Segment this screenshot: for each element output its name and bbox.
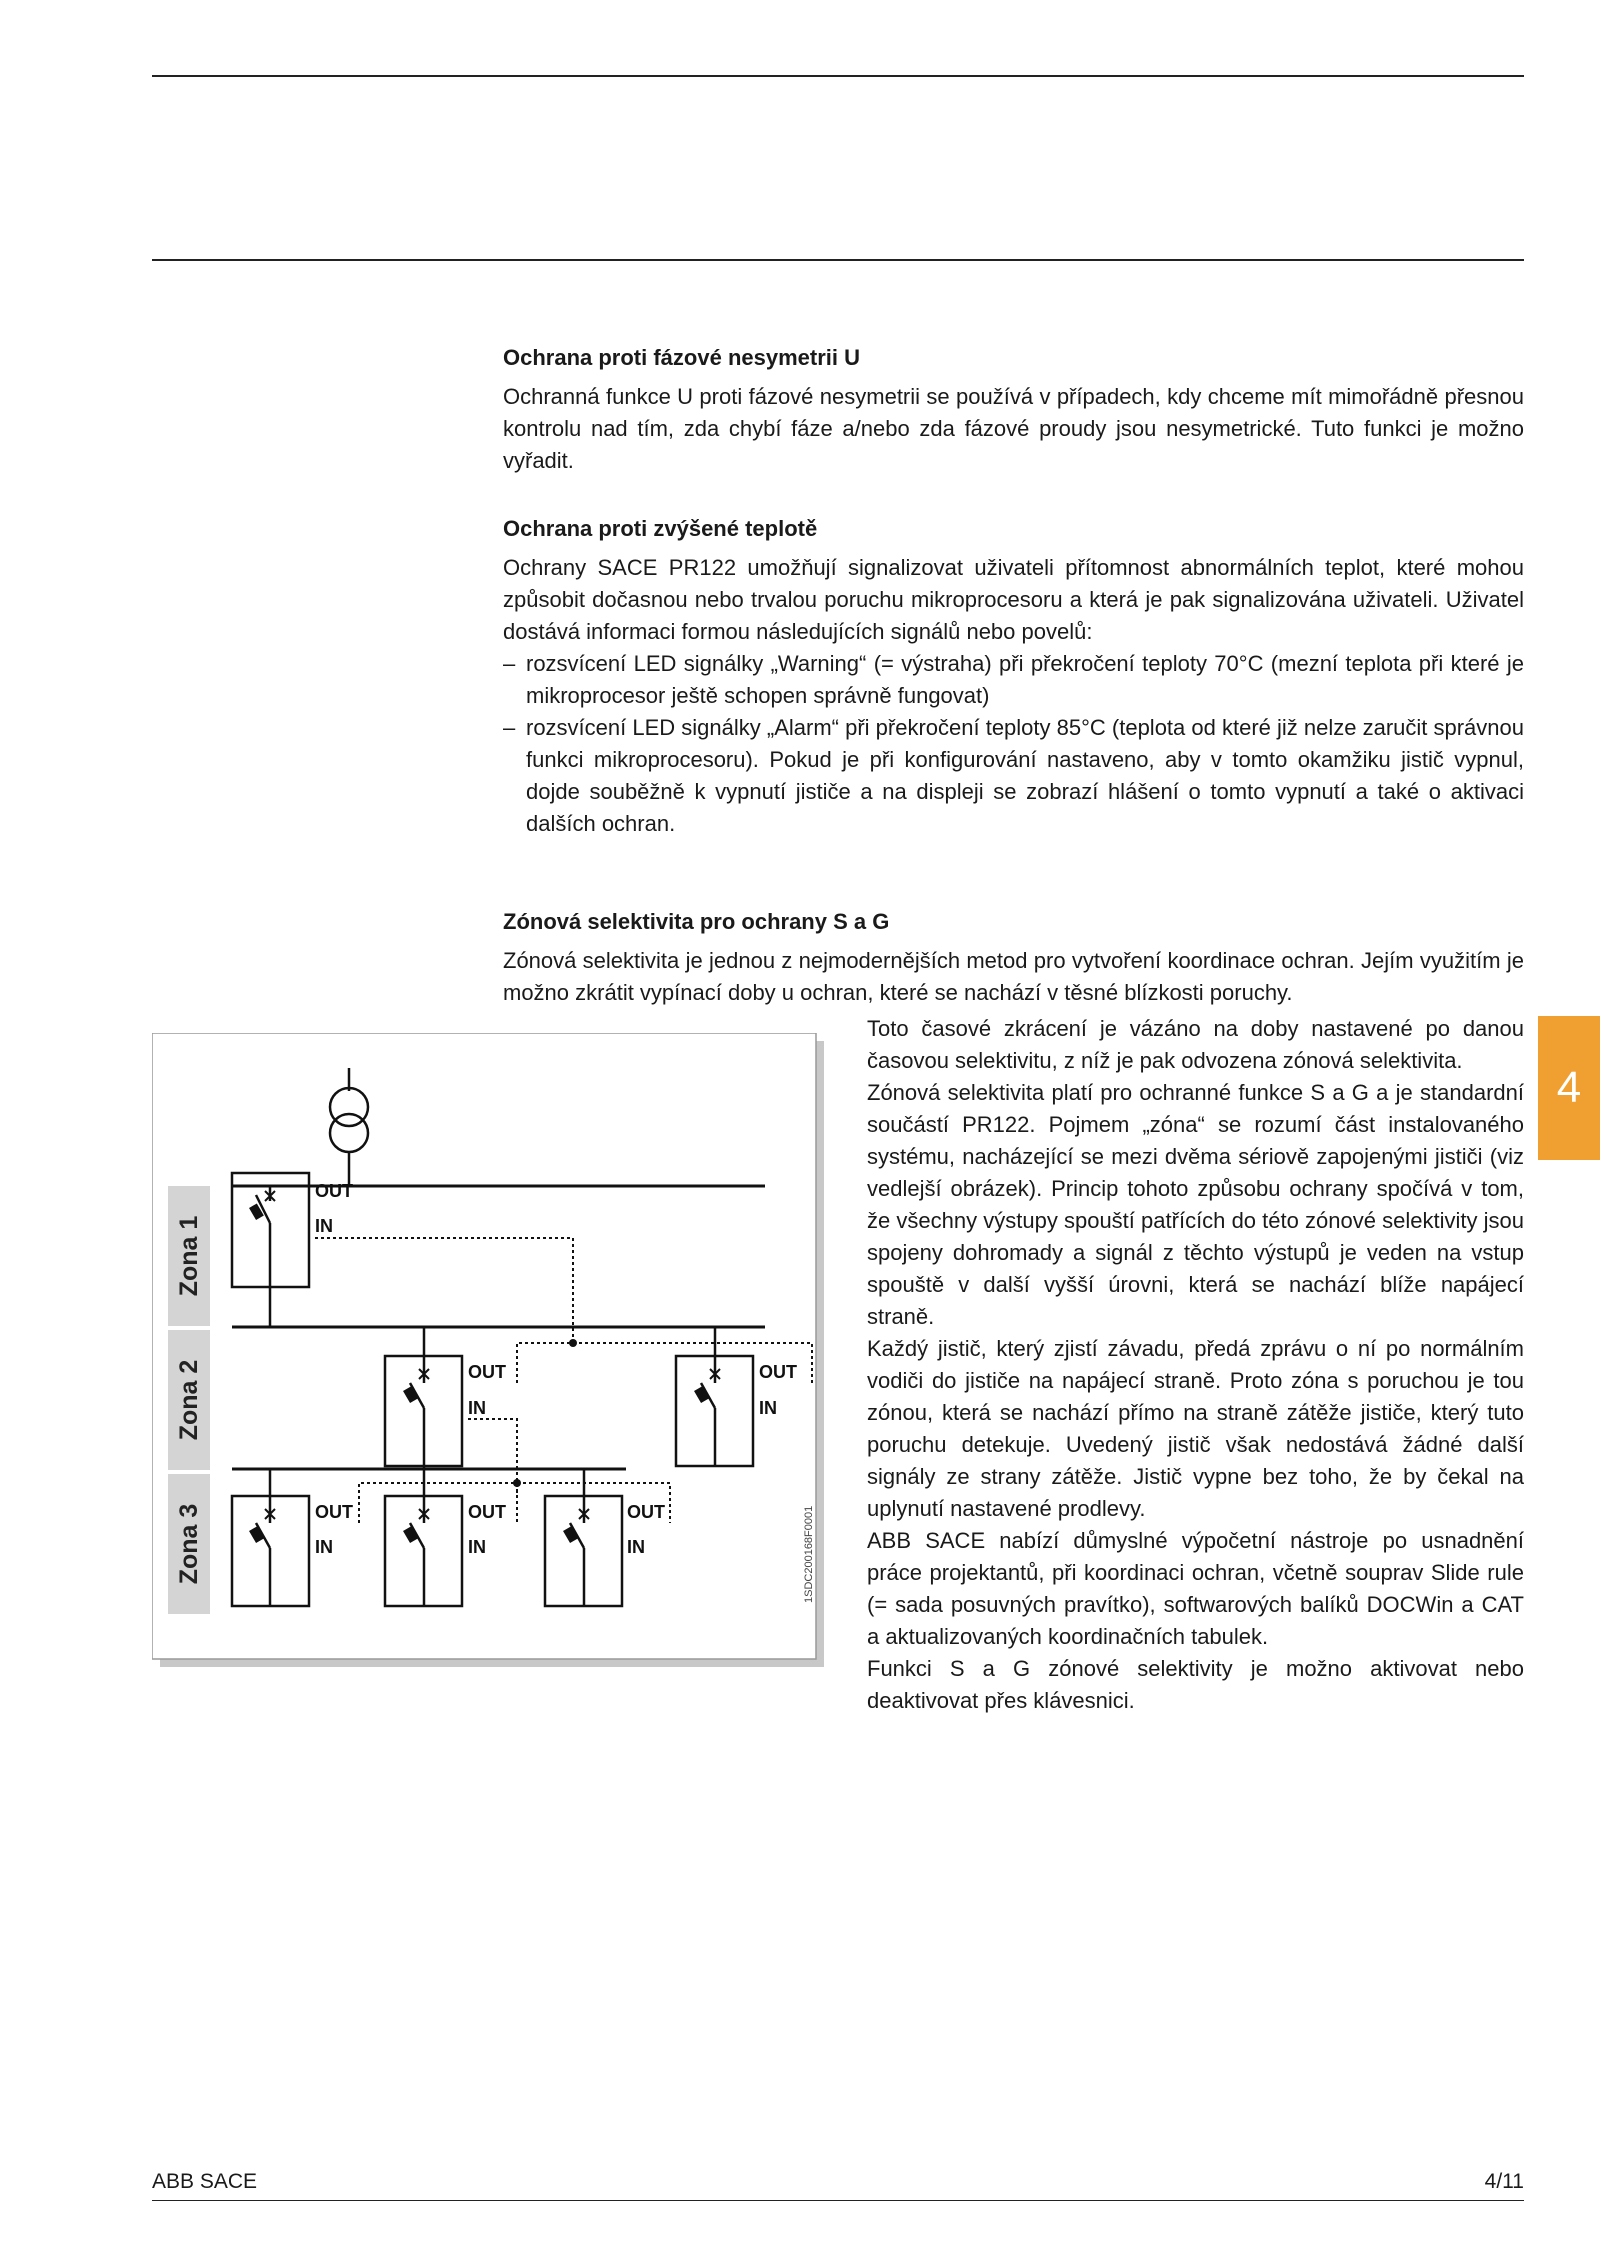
paragraph: Toto časové zkrácení je vázáno na doby nastavené po danou časovou selektivitu, z níž je pak odvozena zónová selektivita. — [867, 1016, 1524, 1073]
footer-rule — [152, 2200, 1524, 2201]
zone-label-3: Zona 3 — [175, 1503, 203, 1585]
zone-label-2: Zona 2 — [175, 1359, 203, 1441]
figure-frame — [152, 1033, 816, 1659]
out-label: OUT — [759, 1362, 797, 1382]
paragraph: ABB SACE nabízí důmyslné výpočetní nástroje po usnadnění práce projektantů, při koordinaci ochran, včetně souprav Slide rule (= sada posuvných pravítko), softwarových balíků DOCWin a CAT a aktualizovaných koordinačních tabulek. — [867, 1528, 1524, 1649]
in-label: IN — [627, 1537, 645, 1557]
in-label: IN — [468, 1398, 486, 1418]
page-number: 4/11 — [1484, 2170, 1524, 2193]
out-label: OUT — [468, 1362, 506, 1382]
list-item: – rozsvícení LED signálky „Alarm“ při překročení teploty 85°C (teplota od které již nelze zaručit správnou funkci mikroprocesoru). Pokud je při konfigurování nastaveno, aby v tomto okamžiku jistič vypnul, dojde souběžně k vypnutí jističe a na displeji se zobrazí hlášení o tomto vypnutí a také o aktivaci dalších ochran. — [503, 712, 1524, 840]
section-phase-unbalance — [503, 342, 1524, 477]
section-intro: Zónová selektivita je jednou z nejmodernějších metod pro vytvoření koordinace ochran. Jejím využitím je možno zkrátit vypínací doby u ochran, které se nachází v těsné blízkosti poruchy. — [503, 948, 1524, 1005]
dash-mark: – — [503, 715, 516, 740]
wiring-diagram — [152, 1033, 824, 1667]
section-heading: Ochrana proti zvýšené teplotě — [503, 516, 818, 541]
in-label: IN — [759, 1398, 777, 1418]
section-zone-selectivity — [503, 906, 1524, 1009]
out-label: OUT — [315, 1502, 353, 1522]
section-heading: Ochrana proti fázové nesymetrii U — [503, 345, 860, 370]
header-rule-bottom — [152, 259, 1524, 261]
footer-brand: ABB SACE — [152, 2170, 258, 2193]
zone-label-1: Zona 1 — [175, 1215, 203, 1297]
junction-dot — [513, 1479, 521, 1487]
paragraph: Funkci S a G zónové selektivity je možno aktivovat nebo deaktivovat přes klávesnici. — [867, 1656, 1524, 1713]
signal-list — [503, 648, 1524, 840]
header-rule-top — [152, 75, 1524, 77]
out-label: OUT — [468, 1502, 506, 1522]
zone-side-column — [867, 1013, 1524, 1717]
dash-mark: – — [503, 651, 516, 676]
section-body: Ochranná funkce U proti fázové nesymetrii se používá v případech, kdy chceme mít mimořádně přesnou kontrolu nad tím, zda chybí fáze a/nebo zda fázové proudy jsou nesymetrické. Tuto funkci je možno vyřadit. — [503, 384, 1524, 473]
section-body: Ochrany SACE PR122 umožňují signalizovat uživateli přítomnost abnormálních teplot, které mohou způsobit dočasnou nebo trvalou poruchu mikroprocesoru a která je pak signalizována uživateli. Uživatel dostává informaci formou následujících signálů nebo povelů: — [503, 555, 1524, 644]
chapter-tab: 4 — [1538, 1016, 1600, 1160]
in-label: IN — [315, 1216, 333, 1236]
junction-dot — [569, 1339, 577, 1347]
out-label: OUT — [627, 1502, 665, 1522]
in-label: IN — [468, 1537, 486, 1557]
section-temperature — [503, 513, 1524, 840]
paragraph: Zónová selektivita platí pro ochranné funkce S a G a je standardní součástí PR122. Pojmem „zóna“ se rozumí část instalovaného systému, nacházející se mezi dvěma sériově zapojenými jističi (viz vedlejší obrázek). Princip tohoto způsobu ochrany spočívá v tom, že všechny výstupy spouští patřících do této zónové selektivity jsou spojeny dohromady a signál z těchto výstupů je veden na vstup spouště v další vyšší úrovni, která se nachází blíže napájecí straně. — [867, 1080, 1524, 1329]
paragraph: Každý jistič, který zjistí závadu, předá zprávu o ní po normálním vodiči do jističe na napájecí straně. Proto zóna s poruchou je tou zónou, která se nachází přímo na straně zátěže jističe, který tuto poruchu detekuje. Uvedený jistič však nedostává žádné další signály ze strany zátěže. Jistič vypne bez toho, že by čekal na uplynutí nastavené prodlevy. — [867, 1336, 1524, 1521]
list-item: – rozsvícení LED signálky „Warning“ (= výstraha) při překročení teploty 70°C (mezní teplota při které je mikroprocesor ještě schopen správně fungovat) — [503, 648, 1524, 712]
drawing-code: 1SDC200168F0001 — [803, 1505, 815, 1603]
section-heading: Zónová selektivita pro ochrany S a G — [503, 909, 890, 934]
in-label: IN — [315, 1537, 333, 1557]
zone-selectivity-figure — [152, 1033, 824, 1667]
out-label: OUT — [315, 1181, 353, 1201]
